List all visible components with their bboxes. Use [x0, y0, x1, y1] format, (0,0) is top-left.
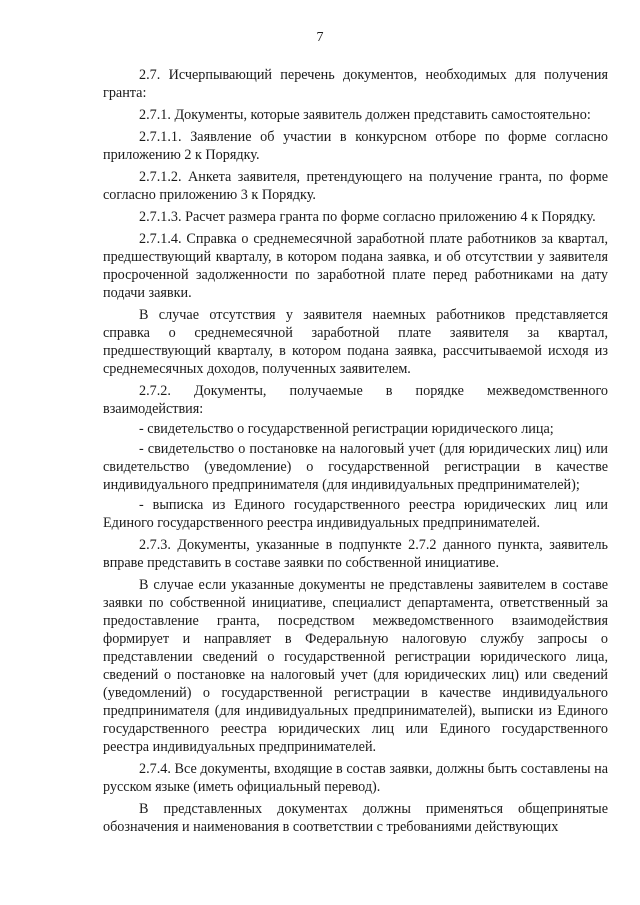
- paragraph-2-7-1-1: 2.7.1.1. Заявление об участии в конкурсном отборе по форме согласно приложению 2 к Порядку.: [103, 129, 608, 163]
- paragraph-interagency-request: В случае если указанные документы не представлены заявителем в составе заявки по собственной инициативе, специалист департамента, ответственный за предоставление гранта, посредством межведомственного взаимодействия формирует и направляет в Федеральную налоговую службу запросы о представлении сведений о государственной регистрации юридического лица, сведений о постановке на налоговый учет (для юридических лиц) или сведений (уведомлений) о государственной регистрации в качестве индивидуального предпринимателя (для индивидуальных предпринимателей), выписки из Единого государственного реестра юридических лиц или Единого государственного реестра индивидуальных предпринимателей.: [103, 577, 608, 755]
- list-item-tax-certificate: - свидетельство о постановке на налоговый учет (для юридических лиц) или свидетельство (уведомление) о государственной регистрации в качестве индивидуального предпринимателя (для индивидуальных предпринимателей);: [103, 441, 608, 493]
- paragraph-2-7-3: 2.7.3. Документы, указанные в подпункте 2.7.2 данного пункта, заявитель вправе представить в составе заявки по собственной инициативе.: [103, 537, 608, 571]
- list-item-registry-extract: - выписка из Единого государственного реестра юридических лиц или Единого государственного реестра индивидуальных предпринимателей.: [103, 497, 608, 531]
- paragraph-2-7-1-3: 2.7.1.3. Расчет размера гранта по форме согласно приложению 4 к Порядку.: [139, 209, 596, 225]
- document-body: [103, 66, 608, 840]
- paragraph-2-7-4: 2.7.4. Все документы, входящие в состав заявки, должны быть составлены на русском языке (иметь официальный перевод).: [103, 761, 608, 795]
- paragraph-designations: В представленных документах должны применяться общепринятые обозначения и наименования в соответствии с требованиями действующих: [103, 801, 608, 835]
- page-number: 7: [316, 30, 324, 45]
- paragraph-2-7: 2.7. Исчерпывающий перечень документов, необходимых для получения гранта:: [103, 67, 608, 101]
- paragraph-2-7-1: 2.7.1. Документы, которые заявитель должен представить самостоятельно:: [139, 107, 591, 123]
- paragraph-no-employees: В случае отсутствия у заявителя наемных работников представляется справка о среднемесячной заработной плате заявителя за квартал, предшествующий кварталу, в котором подана заявка, рассчитываемой исходя из среднемесячных доходов, полученных заявителем.: [103, 307, 608, 377]
- paragraph-2-7-2: 2.7.2. Документы, получаемые в порядке межведомственного взаимодействия:: [103, 383, 608, 417]
- paragraph-2-7-1-2: 2.7.1.2. Анкета заявителя, претендующего на получение гранта, по форме согласно приложению 3 к Порядку.: [103, 169, 608, 203]
- list-item-registration-certificate: - свидетельство о государственной регистрации юридического лица;: [139, 421, 554, 437]
- paragraph-2-7-1-4: 2.7.1.4. Справка о среднемесячной заработной плате работников за квартал, предшествующий кварталу, в котором подана заявка, и об отсутствии у заявителя просроченной задолженности по заработной плате перед работниками на дату подачи заявки.: [103, 231, 608, 301]
